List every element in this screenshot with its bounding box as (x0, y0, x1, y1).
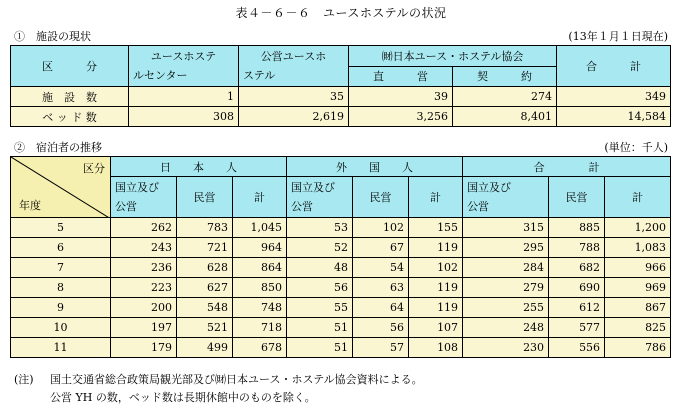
cell: 119 (409, 238, 463, 258)
cell: 14,584 (557, 107, 671, 127)
year-cell: 6 (11, 238, 111, 258)
footnote-line1: 国土交通省総合政策局観光部及び㈶日本ユース・ホステル協会資料による。 (50, 373, 423, 386)
cell: 179 (111, 338, 177, 358)
cell: 612 (549, 298, 605, 318)
cell: 521 (177, 318, 233, 338)
section1-date-note: (13年１月１日現在) (568, 30, 668, 43)
cell: 53 (287, 218, 353, 238)
cell: 1,083 (605, 238, 671, 258)
cell: 119 (409, 278, 463, 298)
sub-private: 民営 (353, 177, 409, 218)
table-row (11, 278, 671, 298)
table-row (11, 218, 671, 238)
cell: 964 (233, 238, 287, 258)
cell: 678 (233, 338, 287, 358)
table-row (11, 338, 671, 358)
section2-unit-note: (単位：千人) (604, 141, 668, 154)
corner-bottom-label: 年度 (19, 199, 41, 212)
cell: 57 (353, 338, 409, 358)
cell: 102 (409, 258, 463, 278)
cell: 1,045 (233, 218, 287, 238)
header-direct: 直 営 (349, 66, 453, 87)
cell: 850 (233, 278, 287, 298)
cell: 248 (463, 318, 549, 338)
cell: 499 (177, 338, 233, 358)
sub-total: 計 (409, 177, 463, 218)
cell: 627 (177, 278, 233, 298)
cell: 748 (233, 298, 287, 318)
table-row (11, 258, 671, 278)
corner-top-label: 区分 (83, 162, 105, 175)
cell: 243 (111, 238, 177, 258)
cell: 197 (111, 318, 177, 338)
cell: 51 (287, 318, 353, 338)
cell: 56 (287, 278, 353, 298)
cell: 107 (409, 318, 463, 338)
cell: 56 (353, 318, 409, 338)
cell: 274 (453, 87, 557, 107)
group-total: 合 計 (463, 157, 671, 177)
cell: 63 (353, 278, 409, 298)
cell: 864 (233, 258, 287, 278)
cell: 786 (605, 338, 671, 358)
cell: 315 (463, 218, 549, 238)
facility-table (10, 45, 671, 127)
cell: 8,401 (453, 107, 557, 127)
cell: 230 (463, 338, 549, 358)
cell: 721 (177, 238, 233, 258)
header-youth-hostel-center: ユースホステ ルセンター (129, 46, 239, 87)
cell: 200 (111, 298, 177, 318)
sub-national: 国立及び 公営 (463, 177, 549, 218)
header-contract: 契 約 (453, 66, 557, 87)
page-title: 表４－６－６ ユースホステルの状況 (235, 6, 447, 20)
cell: 788 (549, 238, 605, 258)
table-row (11, 87, 671, 107)
table-row (11, 107, 671, 127)
cell: 628 (177, 258, 233, 278)
header-total: 合 計 (557, 46, 671, 87)
year-cell: 7 (11, 258, 111, 278)
row-label: 施 設 数 (11, 87, 129, 107)
sub-national: 国立及び 公営 (287, 177, 353, 218)
cell: 51 (287, 338, 353, 358)
corner-header (11, 157, 111, 218)
cell: 67 (353, 238, 409, 258)
cell: 255 (463, 298, 549, 318)
cell: 966 (605, 258, 671, 278)
cell: 885 (549, 218, 605, 238)
section1-heading: ① 施設の現状 (14, 30, 91, 43)
cell: 3,256 (349, 107, 453, 127)
table-row (11, 318, 671, 338)
cell: 54 (353, 258, 409, 278)
lodgers-table (10, 156, 671, 358)
cell: 577 (549, 318, 605, 338)
group-foreign: 外 国 人 (287, 157, 463, 177)
header-kubun: 区 分 (11, 46, 129, 87)
cell: 279 (463, 278, 549, 298)
cell: 295 (463, 238, 549, 258)
cell: 48 (287, 258, 353, 278)
header-association: ㈶日本ユース・ホステル協会 (349, 46, 557, 67)
year-cell: 8 (11, 278, 111, 298)
section2-heading: ② 宿泊者の推移 (14, 141, 102, 154)
cell: 39 (349, 87, 453, 107)
year-cell: 10 (11, 318, 111, 338)
cell: 262 (111, 218, 177, 238)
cell: 548 (177, 298, 233, 318)
table-row (11, 298, 671, 318)
cell: 718 (233, 318, 287, 338)
cell: 64 (353, 298, 409, 318)
cell: 690 (549, 278, 605, 298)
cell: 223 (111, 278, 177, 298)
cell: 969 (605, 278, 671, 298)
cell: 155 (409, 218, 463, 238)
sub-total: 計 (605, 177, 671, 218)
sub-total: 計 (233, 177, 287, 218)
cell: 1 (129, 87, 239, 107)
cell: 102 (353, 218, 409, 238)
year-cell: 5 (11, 218, 111, 238)
year-cell: 11 (11, 338, 111, 358)
cell: 35 (239, 87, 349, 107)
footnote-mark: (注) (14, 373, 34, 386)
year-cell: 9 (11, 298, 111, 318)
cell: 349 (557, 87, 671, 107)
group-japanese: 日 本 人 (111, 157, 287, 177)
sub-private: 民営 (549, 177, 605, 218)
cell: 556 (549, 338, 605, 358)
cell: 308 (129, 107, 239, 127)
cell: 2,619 (239, 107, 349, 127)
cell: 783 (177, 218, 233, 238)
cell: 284 (463, 258, 549, 278)
header-public-youth-hostel: 公営ユースホ ステル (239, 46, 349, 87)
sub-national: 国立及び 公営 (111, 177, 177, 218)
footnote-line2: 公営 YH の数，ベッド数は長期休館中のものを除く。 (50, 391, 316, 404)
cell: 236 (111, 258, 177, 278)
cell: 825 (605, 318, 671, 338)
cell: 52 (287, 238, 353, 258)
row-label: ベ ッ ド 数 (11, 107, 129, 127)
cell: 55 (287, 298, 353, 318)
cell: 119 (409, 298, 463, 318)
cell: 1,200 (605, 218, 671, 238)
cell: 682 (549, 258, 605, 278)
cell: 108 (409, 338, 463, 358)
sub-private: 民営 (177, 177, 233, 218)
cell: 867 (605, 298, 671, 318)
table-row (11, 238, 671, 258)
